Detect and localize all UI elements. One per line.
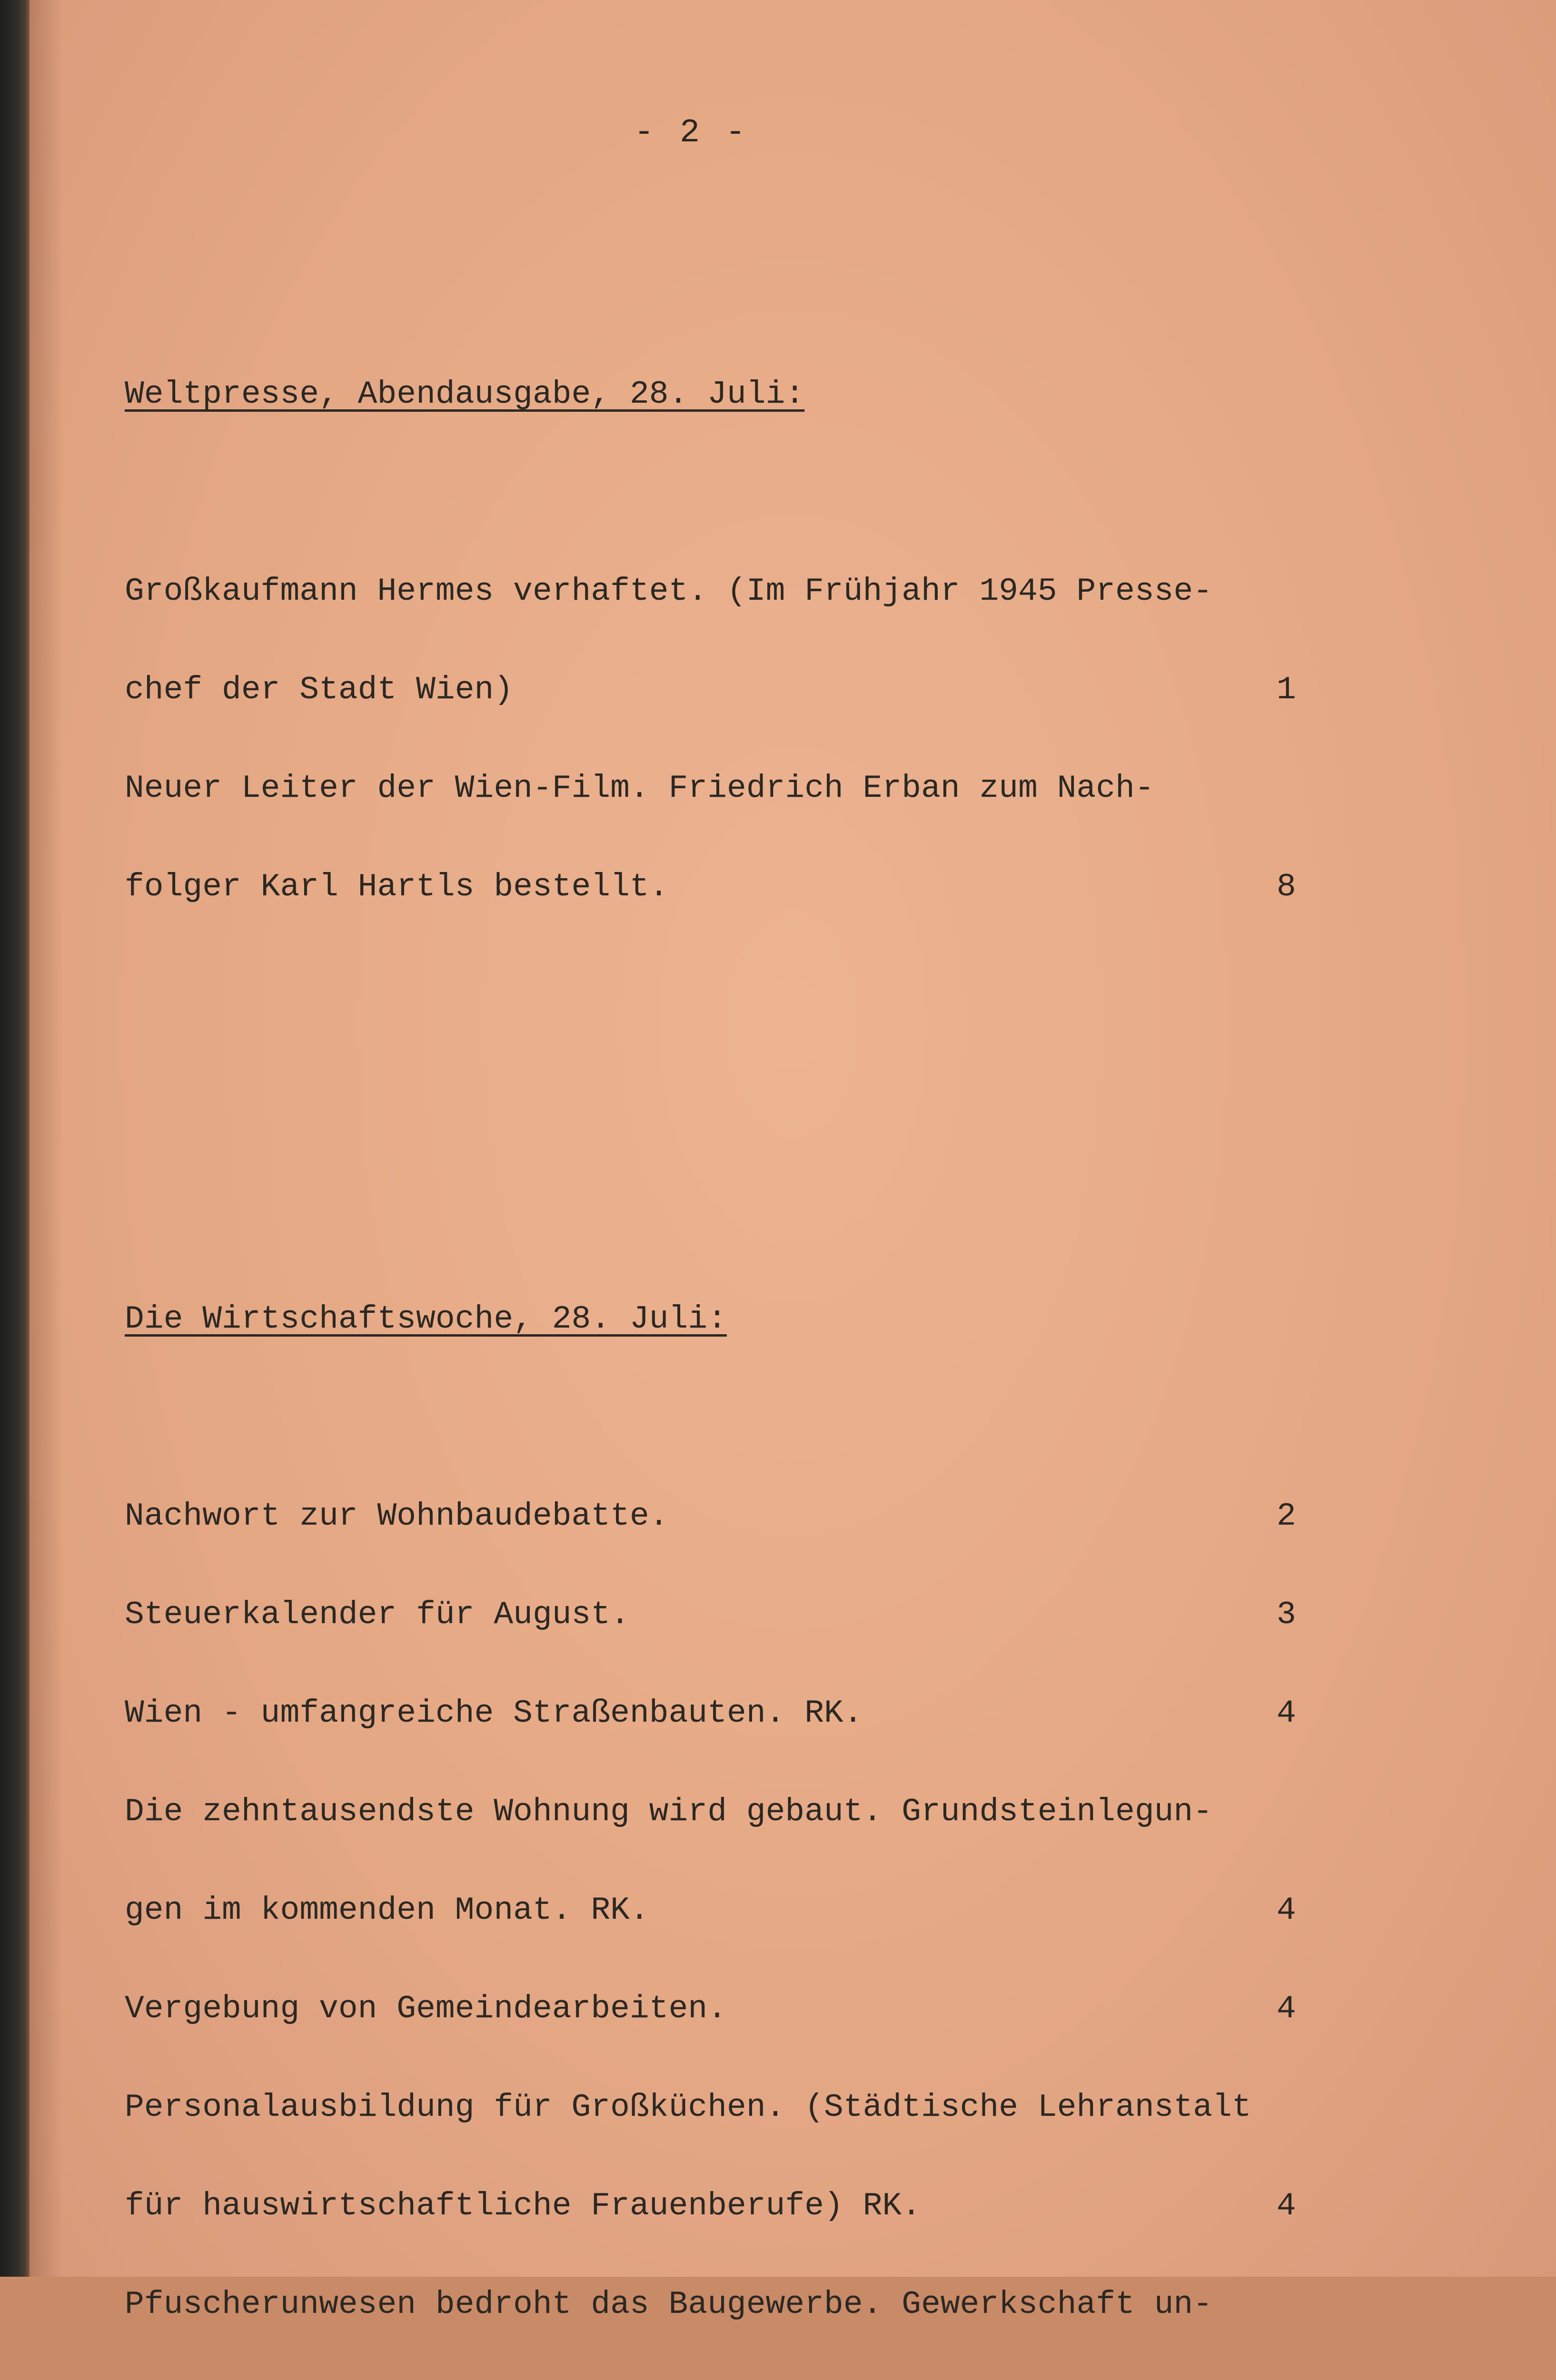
article-line xyxy=(125,1795,1315,1828)
page-ref: 3 xyxy=(1277,1597,1296,1633)
article-text: Großkaufmann Hermes verhaftet. (Im Frühjahr 1945 Presse- xyxy=(125,573,1213,610)
article-text: Neuer Leiter der Wien-Film. Friedrich Erban zum Nach- xyxy=(125,770,1154,807)
article-text: Pfuscherunwesen bedroht das Baugewerbe. Gewerkschaft un- xyxy=(125,2286,1213,2323)
article-text: Personalausbildung für Großküchen. (Städtische Lehranstalt xyxy=(125,2089,1251,2126)
press-section xyxy=(125,1237,1315,2380)
page-ref: 2 xyxy=(1277,1498,1296,1535)
article-text: Nachwort zur Wohnbaudebatte. xyxy=(125,1498,669,1535)
article-text: gen im kommenden Monat. RK. xyxy=(125,1892,649,1929)
article-text: Steuerkalender für August. xyxy=(125,1597,630,1633)
page-ref: 4 xyxy=(1277,1991,1296,2027)
article-line xyxy=(125,1993,1315,2025)
article-text: folger Karl Hartls bestellt. xyxy=(125,869,669,905)
section-heading: Weltpresse, Abendausgabe, 28. Juli: xyxy=(125,376,805,413)
article-line xyxy=(125,772,1315,805)
article-text: chef der Stadt Wien) xyxy=(125,672,514,708)
page-ref: 4 xyxy=(1277,1892,1296,1929)
article-text: Wien - umfangreiche Straßenbauten. RK. xyxy=(125,1695,863,1732)
article-text: für hauswirtschaftliche Frauenberufe) RK. xyxy=(125,2188,922,2224)
article-line xyxy=(125,2288,1315,2321)
article-line xyxy=(125,674,1315,706)
article-text: Vergebung von Gemeindearbeiten. xyxy=(125,1991,727,2027)
section-heading: Die Wirtschaftswoche, 28. Juli: xyxy=(125,1301,727,1338)
article-line xyxy=(125,575,1315,608)
page-number: - 2 - xyxy=(634,114,749,152)
document-page xyxy=(30,0,1556,2323)
page-ref: 4 xyxy=(1277,1695,1296,1732)
article-line xyxy=(125,1697,1315,1730)
article-text: Die zehntausendste Wohnung wird gebaut. Grundsteinlegun- xyxy=(125,1794,1213,1830)
article-line xyxy=(125,1500,1315,1533)
article-line xyxy=(125,2190,1315,2222)
page-ref: 8 xyxy=(1277,869,1296,905)
press-index xyxy=(125,181,1315,2380)
press-section xyxy=(125,312,1315,969)
article-line xyxy=(125,1598,1315,1631)
page-ref: 1 xyxy=(1277,672,1296,708)
article-line xyxy=(125,1894,1315,1927)
article-line xyxy=(125,871,1315,903)
page-ref: 4 xyxy=(1277,2188,1296,2224)
article-line xyxy=(125,2091,1315,2124)
binding-spine xyxy=(0,0,30,2277)
